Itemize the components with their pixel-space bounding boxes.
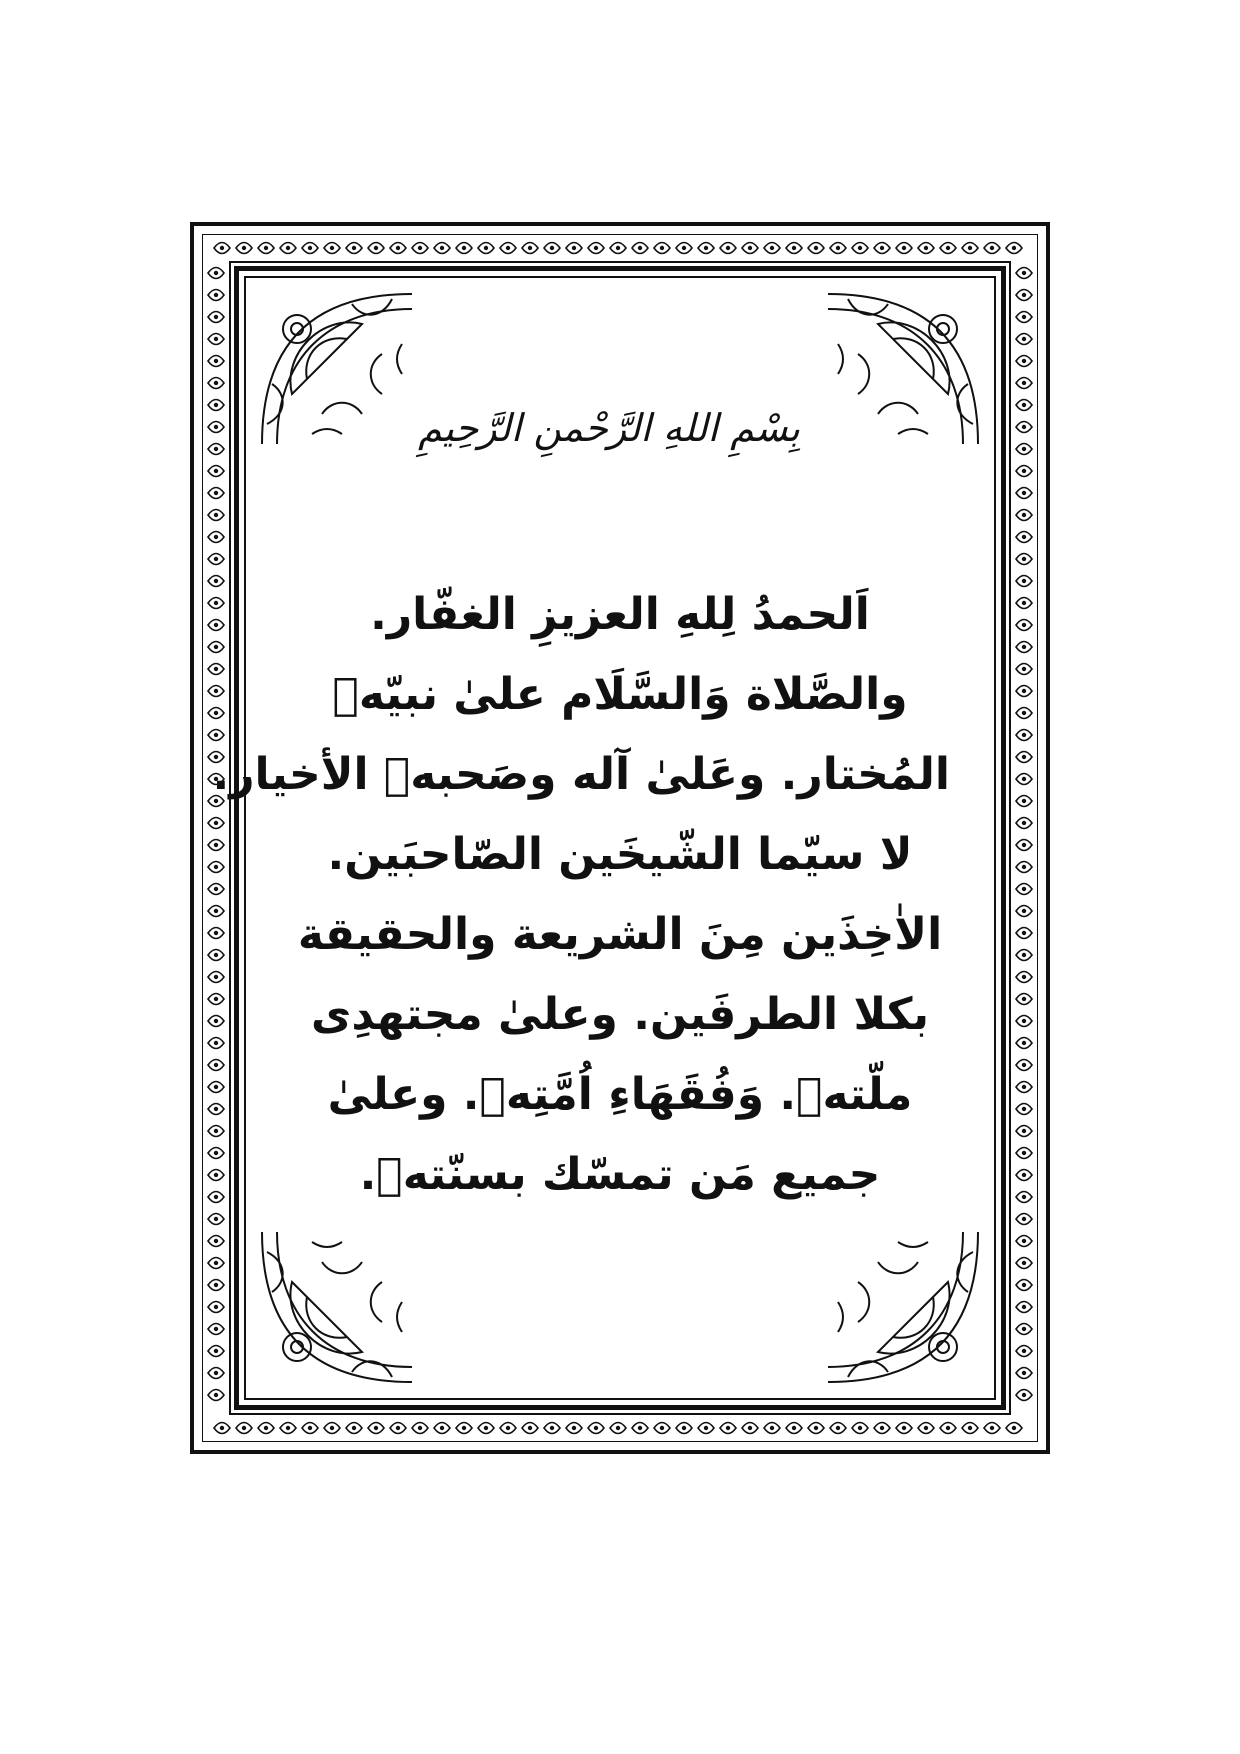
frieze-motif xyxy=(214,1173,218,1177)
arabesque-motif xyxy=(277,1232,412,1367)
frieze-motif xyxy=(1022,1239,1026,1243)
frieze-motif xyxy=(264,246,268,250)
frieze-motif xyxy=(1022,843,1026,847)
arabesque-motif xyxy=(371,1282,382,1322)
arabesque-motif xyxy=(828,294,978,444)
frieze-motif xyxy=(1022,1195,1026,1199)
frieze-motif xyxy=(572,1426,576,1430)
frieze-motif xyxy=(572,246,576,250)
arabesque-motif xyxy=(371,354,382,394)
frieze-motif xyxy=(214,447,218,451)
frieze-motif xyxy=(550,246,554,250)
arabesque-motif xyxy=(878,1262,918,1273)
frieze-motif xyxy=(214,293,218,297)
frieze-motif xyxy=(748,1426,752,1430)
frieze-motif xyxy=(748,246,752,250)
frieze-motif xyxy=(1022,909,1026,913)
frieze-motif xyxy=(946,1426,950,1430)
frieze-motif xyxy=(286,246,290,250)
frieze-motif xyxy=(1022,1019,1026,1023)
text-line: والصَّلاة وَالسَّلَام علىٰ نبيّهٖ xyxy=(332,669,908,720)
frieze-motif xyxy=(704,1426,708,1430)
frieze-motif xyxy=(220,246,224,250)
frieze-motif xyxy=(418,246,422,250)
frieze-motif xyxy=(1022,821,1026,825)
frieze-motif xyxy=(214,315,218,319)
arabesque-motif xyxy=(858,354,869,394)
frieze-motif xyxy=(214,1217,218,1221)
frieze-motif xyxy=(214,887,218,891)
frieze-motif xyxy=(214,535,218,539)
frieze-motif xyxy=(330,1426,334,1430)
frieze-motif xyxy=(214,711,218,715)
frieze-motif xyxy=(792,246,796,250)
frieze-motif xyxy=(214,425,218,429)
frieze-motif xyxy=(902,1426,906,1430)
corner-ornament-top-left xyxy=(252,284,422,454)
frieze-motif xyxy=(1022,1063,1026,1067)
corner-ornament-bottom-left xyxy=(252,1222,422,1392)
frieze-motif xyxy=(286,1426,290,1430)
frieze-motif xyxy=(704,246,708,250)
frieze-motif xyxy=(1022,293,1026,297)
frieze-motif xyxy=(1022,579,1026,583)
frieze-motif xyxy=(214,601,218,605)
frieze-motif xyxy=(638,246,642,250)
frieze-motif xyxy=(1022,799,1026,803)
frieze-motif xyxy=(214,1393,218,1397)
frieze-motif xyxy=(214,865,218,869)
frieze-motif xyxy=(242,246,246,250)
arabesque-motif xyxy=(898,429,928,434)
frieze-motif xyxy=(214,931,218,935)
text-line: بكلا الطرفَين. وعلىٰ مجتهدِى xyxy=(311,989,929,1040)
frieze-motif xyxy=(594,246,598,250)
frieze-motif xyxy=(374,246,378,250)
frieze-motif xyxy=(1022,975,1026,979)
frieze-motif xyxy=(214,645,218,649)
frieze-motif xyxy=(214,557,218,561)
frieze-motif xyxy=(1022,1349,1026,1353)
arabesque-motif xyxy=(898,1242,928,1247)
frieze-motif xyxy=(1022,623,1026,627)
frieze-motif xyxy=(1022,601,1026,605)
frieze-motif xyxy=(462,246,466,250)
arabesque-motif xyxy=(312,429,342,434)
frieze-motif xyxy=(770,246,774,250)
frieze-motif xyxy=(214,843,218,847)
frieze-motif xyxy=(214,403,218,407)
frieze-motif xyxy=(550,1426,554,1430)
frieze-motif xyxy=(770,1426,774,1430)
frieze-motif xyxy=(214,1239,218,1243)
frieze-motif xyxy=(440,1426,444,1430)
frieze-motif xyxy=(990,246,994,250)
frieze-motif xyxy=(214,909,218,913)
frieze-motif xyxy=(1022,381,1026,385)
frieze-motif xyxy=(214,1305,218,1309)
frieze-motif xyxy=(594,1426,598,1430)
arabesque-motif xyxy=(397,344,402,374)
frieze-motif xyxy=(1022,469,1026,473)
frieze-motif xyxy=(1022,271,1026,275)
frieze-motif xyxy=(1022,403,1026,407)
frieze-motif xyxy=(352,1426,356,1430)
text-line: الاٰخِذَين مِنَ الشريعة والحقيقة xyxy=(297,909,943,960)
frieze-motif xyxy=(374,1426,378,1430)
frieze-motif xyxy=(214,1349,218,1353)
frieze-motif xyxy=(660,246,664,250)
frieze-motif xyxy=(814,1426,818,1430)
frieze-motif xyxy=(682,246,686,250)
frieze-motif xyxy=(990,1426,994,1430)
arabesque-motif xyxy=(283,1333,311,1361)
frieze-motif xyxy=(214,359,218,363)
frieze-motif xyxy=(330,246,334,250)
frieze-motif xyxy=(396,1426,400,1430)
frieze-motif xyxy=(440,246,444,250)
frieze-motif xyxy=(214,469,218,473)
text-line: لا سيّما الشّيخَين الصّاحبَين. xyxy=(327,829,913,880)
arabesque-motif xyxy=(828,1232,963,1367)
frieze-motif xyxy=(220,1426,224,1430)
frieze-motif xyxy=(308,1426,312,1430)
frieze-motif xyxy=(214,1283,218,1287)
frieze-motif xyxy=(214,1085,218,1089)
frieze-motif xyxy=(1022,535,1026,539)
frieze-motif xyxy=(726,246,730,250)
corner-ornament-top-right xyxy=(818,284,988,454)
frieze-motif xyxy=(214,1041,218,1045)
frieze-motif xyxy=(1022,865,1026,869)
frieze-motif xyxy=(214,1151,218,1155)
frieze-motif xyxy=(1022,337,1026,341)
frieze-motif xyxy=(836,1426,840,1430)
frieze-motif xyxy=(946,246,950,250)
frieze-motif xyxy=(214,491,218,495)
frieze-motif xyxy=(1022,733,1026,737)
frieze-motif xyxy=(1022,1173,1026,1177)
frieze-motif xyxy=(242,1426,246,1430)
arabesque-motif xyxy=(322,403,362,414)
frieze-motif xyxy=(1022,1151,1026,1155)
frieze-motif xyxy=(214,579,218,583)
frieze-motif xyxy=(418,1426,422,1430)
frieze-motif xyxy=(214,271,218,275)
frieze-motif xyxy=(1022,645,1026,649)
frieze-motif xyxy=(1022,1085,1026,1089)
arabesque-motif xyxy=(828,309,963,444)
frieze-motif xyxy=(1022,557,1026,561)
frieze-motif xyxy=(1022,887,1026,891)
frieze-motif xyxy=(308,246,312,250)
arabesque-motif xyxy=(322,1262,362,1273)
text-line: المُختار. وعَلىٰ آله وصَحبهٖ الأخيار. xyxy=(212,749,950,800)
frieze-motif xyxy=(214,1371,218,1375)
frieze-motif xyxy=(1022,513,1026,517)
frieze-motif xyxy=(1022,491,1026,495)
frieze-motif xyxy=(638,1426,642,1430)
frieze-motif xyxy=(858,1426,862,1430)
frieze-motif xyxy=(1022,689,1026,693)
frieze-motif xyxy=(1022,315,1026,319)
frieze-motif xyxy=(660,1426,664,1430)
frieze-motif xyxy=(352,246,356,250)
frieze-motif xyxy=(1022,931,1026,935)
basmala-calligraphy: بِسْمِ اللهِ الرَّحْمنِ الرَّحِيمِ xyxy=(418,406,800,450)
frieze-motif xyxy=(506,1426,510,1430)
frieze-motif xyxy=(682,1426,686,1430)
frieze-motif xyxy=(528,246,532,250)
frieze-motif xyxy=(1022,1217,1026,1221)
frieze-motif xyxy=(1022,359,1026,363)
frieze-motif xyxy=(1022,1107,1026,1111)
frieze-motif xyxy=(214,997,218,1001)
frieze-motif xyxy=(396,246,400,250)
frieze-motif xyxy=(214,1327,218,1331)
frieze-motif xyxy=(462,1426,466,1430)
text-line: ملّتهٖ. وَفُقَهَاءِ اُمَّتِهٖ. وعلىٰ xyxy=(327,1069,913,1120)
frieze-motif xyxy=(214,1129,218,1133)
frieze-motif xyxy=(1022,997,1026,1001)
frieze-motif xyxy=(214,513,218,517)
frieze-motif xyxy=(968,246,972,250)
arabesque-motif xyxy=(838,1302,843,1332)
frieze-motif xyxy=(902,246,906,250)
frieze-motif xyxy=(858,246,862,250)
frieze-motif xyxy=(1022,447,1026,451)
frieze-motif xyxy=(214,667,218,671)
frieze-motif xyxy=(616,246,620,250)
text-line: اَلحمدُ لِلهِ العزيزِ الغفّار. xyxy=(370,589,870,640)
corner-ornament-bottom-right xyxy=(818,1222,988,1392)
frieze-motif xyxy=(1012,1426,1016,1430)
frieze-motif xyxy=(1022,667,1026,671)
frieze-motif xyxy=(616,1426,620,1430)
frieze-motif xyxy=(1022,1305,1026,1309)
frieze-motif xyxy=(214,1195,218,1199)
frieze-motif xyxy=(792,1426,796,1430)
frieze-motif xyxy=(1012,246,1016,250)
arabesque-motif xyxy=(929,315,957,343)
arabesque-motif xyxy=(277,309,412,444)
arabesque-motif xyxy=(283,315,311,343)
text-line: جميع مَن تمسّك بسنّتهٖ. xyxy=(359,1149,881,1200)
frieze-motif xyxy=(264,1426,268,1430)
frieze-motif xyxy=(1022,711,1026,715)
frieze-motif xyxy=(1022,953,1026,957)
frieze-motif xyxy=(214,689,218,693)
frieze-motif xyxy=(1022,1283,1026,1287)
frieze-motif xyxy=(484,246,488,250)
frieze-motif xyxy=(1022,777,1026,781)
frieze-motif xyxy=(506,246,510,250)
frieze-motif xyxy=(726,1426,730,1430)
frieze-motif xyxy=(814,246,818,250)
frieze-motif xyxy=(1022,1371,1026,1375)
arabesque-motif xyxy=(262,1232,412,1382)
frieze-motif xyxy=(214,821,218,825)
frieze-motif xyxy=(924,246,928,250)
arabesque-motif xyxy=(838,344,843,374)
frieze-motif xyxy=(1022,755,1026,759)
arabesque-motif xyxy=(878,403,918,414)
frieze-motif xyxy=(1022,1261,1026,1265)
dedication-text xyxy=(212,575,950,1215)
frieze-motif xyxy=(528,1426,532,1430)
frieze-motif xyxy=(484,1426,488,1430)
frieze-motif xyxy=(214,1261,218,1265)
frieze-motif xyxy=(1022,1129,1026,1133)
frieze-motif xyxy=(214,1019,218,1023)
frieze-motif xyxy=(214,953,218,957)
frieze-motif xyxy=(1022,1327,1026,1331)
frieze-motif xyxy=(836,246,840,250)
frieze-motif xyxy=(924,1426,928,1430)
frieze-motif xyxy=(214,337,218,341)
frieze-motif xyxy=(214,1063,218,1067)
frieze-motif xyxy=(214,623,218,627)
arabesque-motif xyxy=(858,1282,869,1322)
frieze-motif xyxy=(214,975,218,979)
frieze-motif xyxy=(880,1426,884,1430)
arabesque-motif xyxy=(828,1232,978,1382)
arabesque-motif xyxy=(262,294,412,444)
frieze-motif xyxy=(214,381,218,385)
arabesque-motif xyxy=(929,1333,957,1361)
frieze-motif xyxy=(968,1426,972,1430)
frieze-motif xyxy=(1022,1041,1026,1045)
arabesque-motif xyxy=(312,1242,342,1247)
frieze-motif xyxy=(1022,1393,1026,1397)
frieze-motif xyxy=(1022,425,1026,429)
frieze-motif xyxy=(214,1107,218,1111)
frieze-motif xyxy=(880,246,884,250)
arabesque-motif xyxy=(397,1302,402,1332)
